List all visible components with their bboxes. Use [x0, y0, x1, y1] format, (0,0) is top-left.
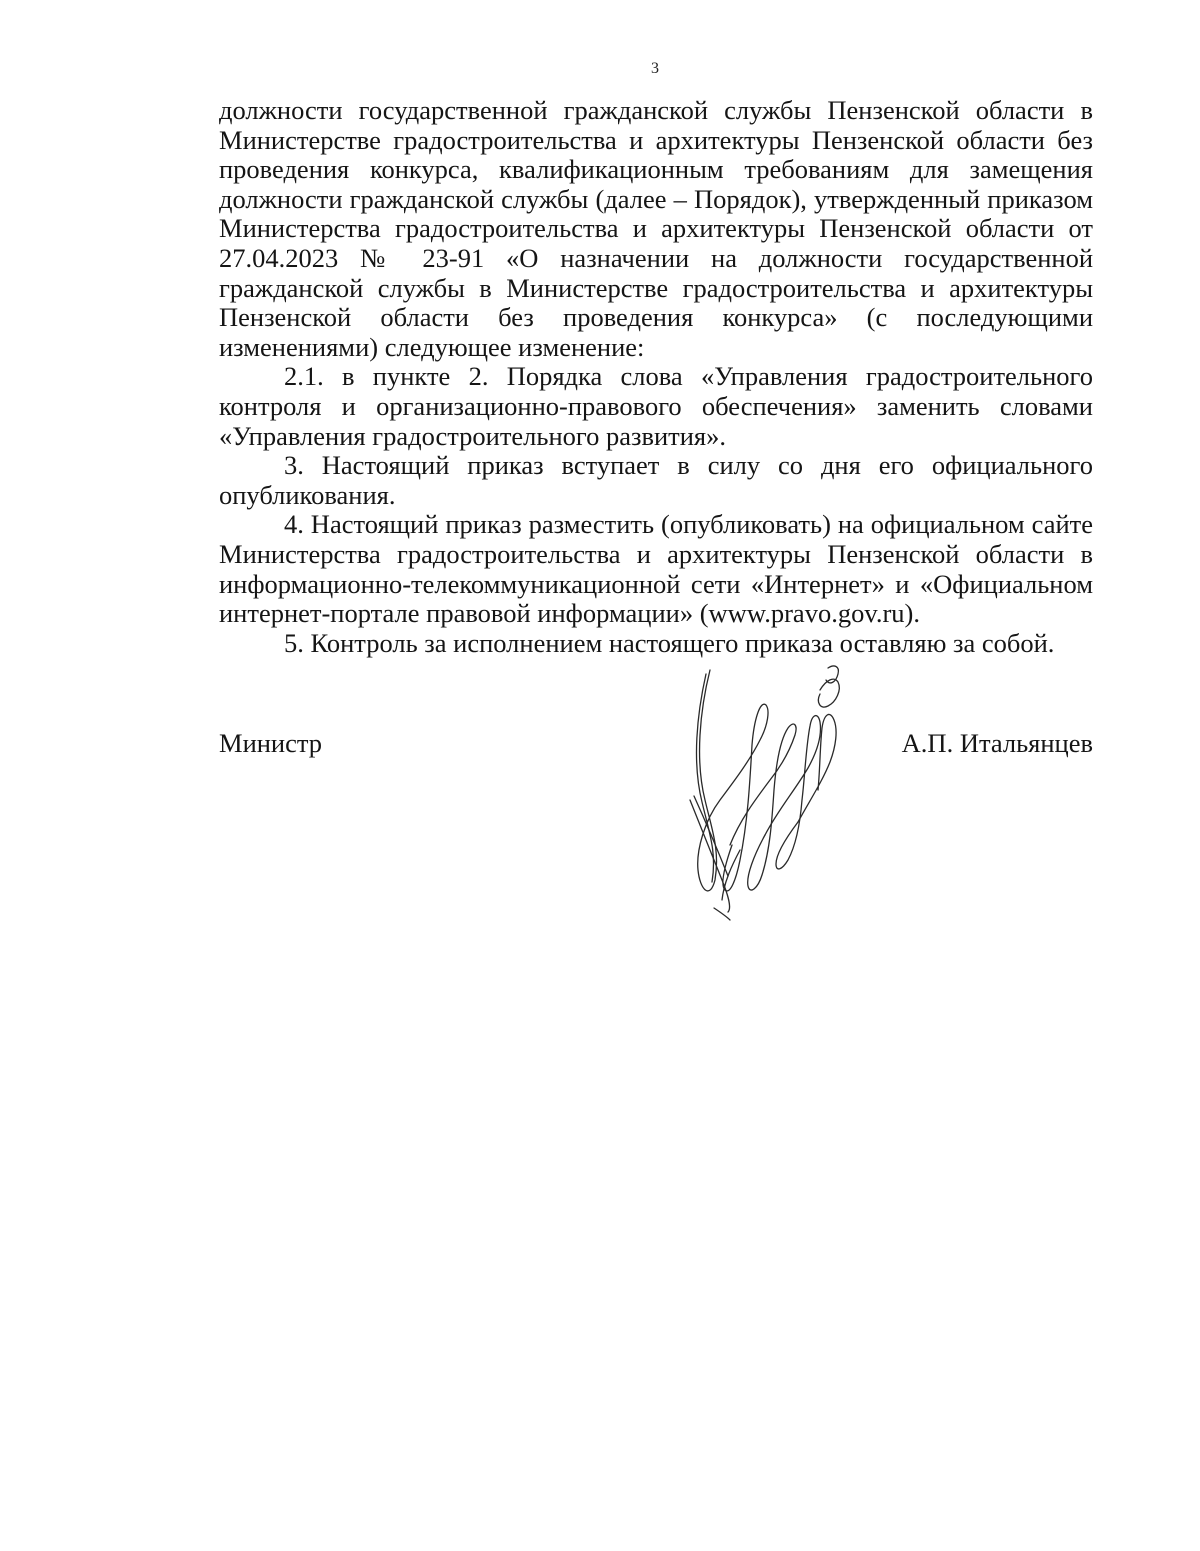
signatory-name: А.П. Итальянцев: [901, 728, 1093, 758]
paragraph-continuation: должности государственной гражданской службы Пензенской области в Министерстве градостроительства и архитектуры Пензенской области без проведения конкурса, квалификационным требованиям для замещения должности гражданской службы (далее – Порядок), утвержденный приказом Министерства градостроительства и архитектуры Пензенской области от 27.04.2023 № 23-91 «О назначении на должности государственной гражданской службы в Министерстве градостроительства и архитектуры Пензенской области без проведения конкурса» (с последующими изменениями) следующее изменение:: [219, 95, 1093, 362]
document-body: [219, 96, 1093, 658]
page-number: 3: [651, 60, 659, 77]
paragraph-item-5: 5. Контроль за исполнением настоящего приказа оставляю за собой.: [284, 627, 1055, 658]
paragraph-item-3: 3. Настоящий приказ вступает в силу со дня его официального опубликования.: [219, 450, 1093, 510]
paragraph-item-4: 4. Настоящий приказ разместить (опубликовать) на официальном сайте Министерства градостроительства и архитектуры Пензенской области в информационно-телекоммуникационной сети «Интернет» и «Официальном интернет-портале правовой информации» (www.pravo.gov.ru).: [219, 509, 1093, 629]
paragraph-item-2-1: 2.1. в пункте 2. Порядка слова «Управления градостроительного контроля и организационно-правового обеспечения» заменить словами «Управления градостроительного развития».: [219, 361, 1093, 451]
signatory-position: Министр: [219, 728, 323, 758]
handwritten-signature: [670, 650, 870, 930]
